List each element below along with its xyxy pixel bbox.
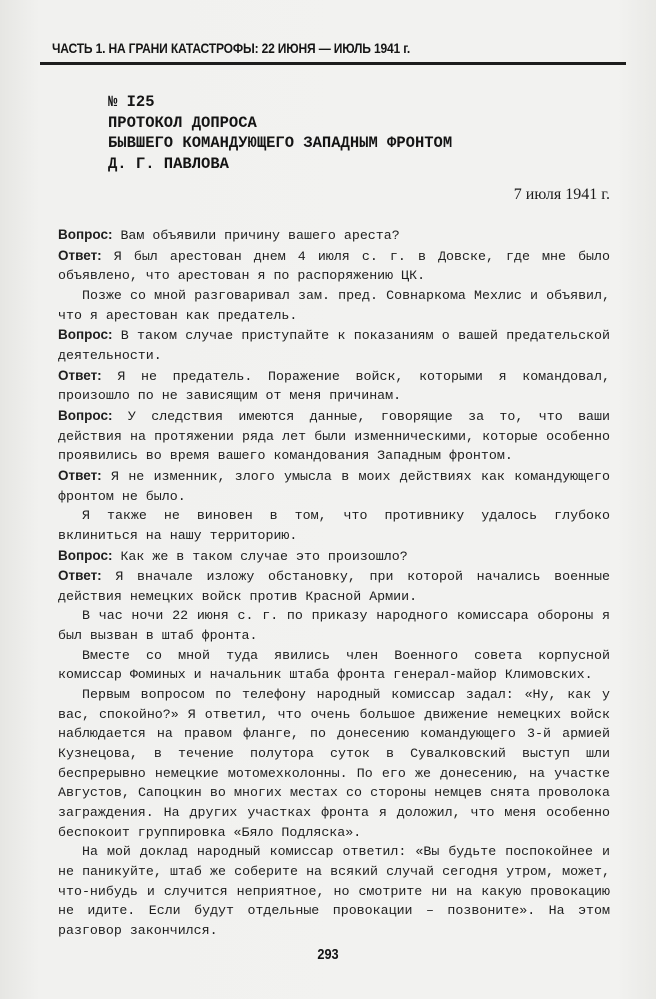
paragraph [58, 466, 610, 506]
answer-label: Ответ: [58, 568, 102, 584]
document-title [108, 92, 628, 174]
answer-label: Ответ: [58, 467, 102, 483]
paragraph [58, 406, 610, 466]
paragraph-text: Я вначале изложу обстановку, при которой начались военные действия немецких войск против Красной Армии. [58, 569, 610, 604]
paragraph [58, 286, 610, 325]
paragraph-text: Вместе со мной туда явились член Военного совета корпусной комиссар Фоминых и начальник штаба фронта генерал-майор Климовских. [58, 647, 610, 683]
paragraph [58, 325, 610, 365]
paragraph-text: Как же в таком случае это произошло? [112, 548, 408, 564]
title-line: БЫВШЕГО КОМАНДУЮЩЕГО ЗАПАДНЫМ ФРОНТОМ [108, 134, 453, 152]
answer-label: Ответ: [58, 247, 102, 263]
page-number: 293 [317, 946, 339, 963]
paragraph-text: Я не предатель. Поражение войск, которыми я командовал, произошло по не зависящим от меня причинам. [58, 368, 610, 404]
paragraph [58, 685, 610, 842]
header-rule [40, 62, 626, 65]
question-label: Вопрос: [58, 547, 113, 563]
paragraph-text: В таком случае приступайте к показаниям о вашей предательской деятельности. [58, 328, 610, 363]
running-head: ЧАСТЬ 1. НА ГРАНИ КАТАСТРОФЫ: 22 ИЮНЯ — ИЮЛЬ 1941 г. [52, 40, 411, 56]
question-label: Вопрос: [58, 227, 113, 242]
paragraph [58, 225, 610, 246]
paragraph-text: У следствия имеются данные, говорящие за то, что ваши действия на протяжении ряда лет были изменническими, которые особенно проявились во время вашего командования Западным фронтом. [58, 408, 610, 464]
paragraph [58, 842, 610, 940]
paragraph [58, 566, 610, 606]
paragraph [58, 506, 610, 545]
answer-label: Ответ: [58, 367, 102, 383]
paragraph-text: В час ночи 22 июня с. г. по приказу народного комиссара обороны я был вызван в штаб фронта. [58, 608, 610, 644]
paragraph-text: Я не изменник, злого умысла в моих действиях как командующего фронтом не было. [58, 468, 610, 504]
document-date: 7 июля 1941 г. [513, 186, 610, 203]
question-label: Вопрос: [58, 327, 113, 343]
paragraph [58, 366, 610, 406]
paragraph [58, 646, 610, 685]
paragraph-text: Вам объявили причину вашего ареста? [112, 228, 400, 243]
document-body [58, 225, 610, 941]
paragraph [58, 546, 610, 567]
question-label: Вопрос: [58, 407, 113, 423]
paragraph [58, 246, 610, 286]
paragraph-text: На мой доклад народный комиссар ответил: «Вы будьте поспокойнее и не паникуйте, штаб же соберите на всякий случай сегодня утром, может, что-нибудь и случится неприятное, но смотрите ни на какую провокацию не идите. Если будут отдельные провокации – позвоните». На этом разговор закончился. [58, 844, 610, 938]
title-line: Д. Г. ПАВЛОВА [108, 154, 229, 173]
paragraph-text: Позже со мной разговаривал зам. пред. Совнаркома Мехлис и объявил, что я арестован как предатель. [58, 287, 610, 323]
paragraph [58, 606, 610, 645]
title-line: ПРОТОКОЛ ДОПРОСА [108, 113, 257, 132]
paragraph-text: Я был арестован днем 4 июля с. г. в Довске, где мне было объявлено, что арестован я по распоряжению ЦК. [58, 248, 610, 284]
paragraph-text: Я также не виновен в том, что противнику удалось глубоко вклиниться на нашу территорию. [58, 508, 610, 543]
document-number: № I25 [108, 93, 155, 111]
paragraph-text: Первым вопросом по телефону народный комиссар задал: «Ну, как у вас, спокойно?» Я ответил, что очень большое движение немецких войск наблюдается на правом фланге, по донесению командующего 3-й армией Кузнецова, в течение полутора суток в Сувалковский выступ шли беспрерывно немецкие мотомехколонны. По его же донесению, на участке Августов, Сапоцкин во многих местах со стороны немцев снята проволока заграждения. На других участках фронта я доложил, что меня особенно беспокоит группировка «Бяло Подляска». [58, 687, 610, 840]
